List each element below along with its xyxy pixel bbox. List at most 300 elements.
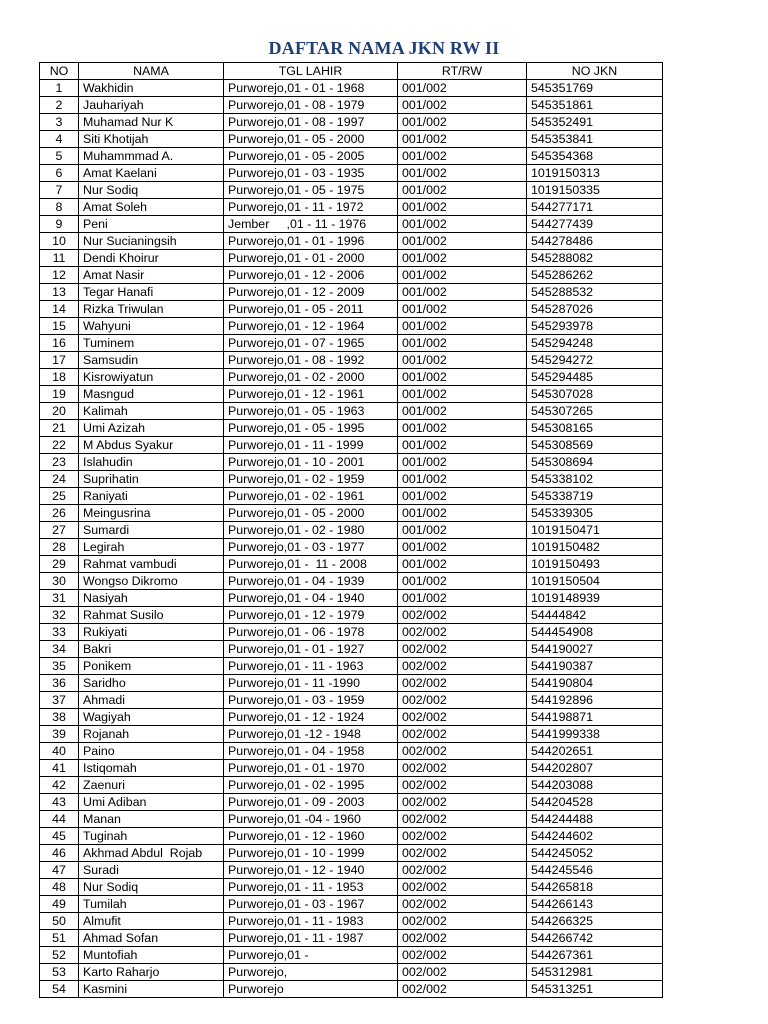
cell-no-jkn: 544266325	[527, 913, 663, 930]
cell-tgl-lahir: Purworejo,01 - 12 - 1940	[224, 862, 398, 879]
cell-tgl-lahir: Purworejo,01 - 12 - 2006	[224, 267, 398, 284]
cell-tgl-lahir: Purworejo,01 - 03 - 1977	[224, 539, 398, 556]
cell-tgl-lahir: Purworejo,01 -04 - 1960	[224, 811, 398, 828]
cell-rt-rw: 001/002	[398, 369, 527, 386]
cell-tgl-lahir: Purworejo,01 - 11 - 2008	[224, 556, 398, 573]
cell-rt-rw: 002/002	[398, 981, 527, 998]
table-row	[40, 828, 663, 845]
cell-rt-rw: 001/002	[398, 403, 527, 420]
cell-no: 5	[40, 148, 79, 165]
cell-tgl-lahir: Purworejo,01 - 02 - 1980	[224, 522, 398, 539]
cell-tgl-lahir: Purworejo,01 - 02 - 1995	[224, 777, 398, 794]
cell-rt-rw: 001/002	[398, 471, 527, 488]
cell-rt-rw: 002/002	[398, 624, 527, 641]
cell-no-jkn: 544266143	[527, 896, 663, 913]
cell-rt-rw: 002/002	[398, 760, 527, 777]
cell-no: 32	[40, 607, 79, 624]
cell-no: 16	[40, 335, 79, 352]
cell-no: 26	[40, 505, 79, 522]
cell-rt-rw: 002/002	[398, 743, 527, 760]
table-row	[40, 675, 663, 692]
cell-nama: Kisrowiyatun	[79, 369, 224, 386]
table-row	[40, 760, 663, 777]
cell-rt-rw: 002/002	[398, 896, 527, 913]
cell-rt-rw: 002/002	[398, 845, 527, 862]
cell-rt-rw: 001/002	[398, 488, 527, 505]
header-tgl-lahir: TGL LAHIR	[224, 63, 398, 80]
cell-nama: Muntofiah	[79, 947, 224, 964]
table-row	[40, 964, 663, 981]
cell-no: 51	[40, 930, 79, 947]
cell-nama: Muhammmad A.	[79, 148, 224, 165]
cell-nama: Saridho	[79, 675, 224, 692]
cell-no: 33	[40, 624, 79, 641]
cell-tgl-lahir: Purworejo,01 - 11 - 1999	[224, 437, 398, 454]
cell-no-jkn: 544198871	[527, 709, 663, 726]
table-row	[40, 658, 663, 675]
cell-tgl-lahir: Purworejo,01 - 12 - 1961	[224, 386, 398, 403]
cell-no: 20	[40, 403, 79, 420]
cell-no: 2	[40, 97, 79, 114]
cell-no: 25	[40, 488, 79, 505]
cell-tgl-lahir: Purworejo,01 - 11 - 1953	[224, 879, 398, 896]
cell-no-jkn: 544192896	[527, 692, 663, 709]
cell-tgl-lahir: Purworejo,01 - 12 - 1979	[224, 607, 398, 624]
cell-nama: Raniyati	[79, 488, 224, 505]
cell-no: 8	[40, 199, 79, 216]
cell-no: 12	[40, 267, 79, 284]
cell-rt-rw: 001/002	[398, 131, 527, 148]
cell-nama: Amat Kaelani	[79, 165, 224, 182]
cell-rt-rw: 001/002	[398, 318, 527, 335]
table-row	[40, 692, 663, 709]
cell-tgl-lahir: Purworejo,01 - 04 - 1958	[224, 743, 398, 760]
cell-rt-rw: 002/002	[398, 658, 527, 675]
cell-no-jkn: 1019150493	[527, 556, 663, 573]
cell-tgl-lahir: Purworejo,01 -	[224, 947, 398, 964]
cell-rt-rw: 001/002	[398, 114, 527, 131]
cell-nama: Rojanah	[79, 726, 224, 743]
table-row	[40, 97, 663, 114]
cell-no-jkn: 544277171	[527, 199, 663, 216]
table-row	[40, 743, 663, 760]
cell-rt-rw: 001/002	[398, 182, 527, 199]
cell-no-jkn: 544266742	[527, 930, 663, 947]
table-row	[40, 777, 663, 794]
table-row	[40, 250, 663, 267]
cell-nama: Tuminem	[79, 335, 224, 352]
cell-tgl-lahir: Purworejo,01 - 01 - 2000	[224, 250, 398, 267]
table-row	[40, 199, 663, 216]
cell-no-jkn: 544265818	[527, 879, 663, 896]
cell-no: 9	[40, 216, 79, 233]
cell-no-jkn: 545338102	[527, 471, 663, 488]
cell-no-jkn: 545339305	[527, 505, 663, 522]
cell-tgl-lahir: Purworejo,01 - 08 - 1979	[224, 97, 398, 114]
cell-rt-rw: 002/002	[398, 930, 527, 947]
cell-no-jkn: 545312981	[527, 964, 663, 981]
cell-nama: Kalimah	[79, 403, 224, 420]
cell-no: 44	[40, 811, 79, 828]
cell-rt-rw: 001/002	[398, 437, 527, 454]
cell-no: 18	[40, 369, 79, 386]
cell-no: 13	[40, 284, 79, 301]
cell-nama: Masngud	[79, 386, 224, 403]
cell-no-jkn: 545308165	[527, 420, 663, 437]
cell-no: 53	[40, 964, 79, 981]
cell-rt-rw: 002/002	[398, 862, 527, 879]
cell-rt-rw: 001/002	[398, 505, 527, 522]
cell-no-jkn: 545313251	[527, 981, 663, 998]
table-row	[40, 386, 663, 403]
cell-no: 39	[40, 726, 79, 743]
cell-nama: Suprihatin	[79, 471, 224, 488]
table-body	[40, 80, 663, 998]
cell-tgl-lahir: Purworejo,01 - 03 - 1967	[224, 896, 398, 913]
table-row	[40, 284, 663, 301]
cell-no: 38	[40, 709, 79, 726]
cell-no-jkn: 1019150482	[527, 539, 663, 556]
cell-no: 17	[40, 352, 79, 369]
cell-nama: Nur Sodiq	[79, 182, 224, 199]
table-row	[40, 709, 663, 726]
cell-nama: Muhamad Nur K	[79, 114, 224, 131]
cell-tgl-lahir: Purworejo,01 - 05 - 2005	[224, 148, 398, 165]
cell-no-jkn: 544204528	[527, 794, 663, 811]
cell-rt-rw: 002/002	[398, 777, 527, 794]
cell-rt-rw: 002/002	[398, 709, 527, 726]
cell-nama: Ahmadi	[79, 692, 224, 709]
cell-nama: Tuginah	[79, 828, 224, 845]
table-row	[40, 845, 663, 862]
cell-no-jkn: 545287026	[527, 301, 663, 318]
cell-no-jkn: 545338719	[527, 488, 663, 505]
table-row	[40, 947, 663, 964]
table-row	[40, 352, 663, 369]
cell-tgl-lahir: Purworejo,01 - 11 - 1987	[224, 930, 398, 947]
cell-no: 49	[40, 896, 79, 913]
cell-tgl-lahir: Purworejo,01 - 07 - 1965	[224, 335, 398, 352]
cell-rt-rw: 001/002	[398, 522, 527, 539]
header-rt-rw: RT/RW	[398, 63, 527, 80]
cell-rt-rw: 001/002	[398, 386, 527, 403]
cell-no-jkn: 544244602	[527, 828, 663, 845]
cell-no: 52	[40, 947, 79, 964]
cell-no: 41	[40, 760, 79, 777]
cell-tgl-lahir: Purworejo,01 - 03 - 1935	[224, 165, 398, 182]
cell-nama: Nur Sodiq	[79, 879, 224, 896]
cell-rt-rw: 001/002	[398, 454, 527, 471]
cell-rt-rw: 002/002	[398, 692, 527, 709]
table-row	[40, 437, 663, 454]
cell-tgl-lahir: Purworejo,01 - 10 - 2001	[224, 454, 398, 471]
table-row	[40, 624, 663, 641]
cell-no-jkn: 545351769	[527, 80, 663, 97]
table-row	[40, 403, 663, 420]
cell-no-jkn: 1019148939	[527, 590, 663, 607]
table-row	[40, 301, 663, 318]
cell-nama: Akhmad Abdul Rojab	[79, 845, 224, 862]
table-row	[40, 488, 663, 505]
cell-no: 40	[40, 743, 79, 760]
table-header-row	[40, 63, 663, 80]
cell-no: 54	[40, 981, 79, 998]
table-row	[40, 114, 663, 131]
cell-nama: Samsudin	[79, 352, 224, 369]
cell-no: 29	[40, 556, 79, 573]
table-row	[40, 641, 663, 658]
cell-no: 14	[40, 301, 79, 318]
cell-rt-rw: 001/002	[398, 539, 527, 556]
cell-tgl-lahir: Purworejo,01 - 05 - 2000	[224, 505, 398, 522]
cell-no-jkn: 5441999338	[527, 726, 663, 743]
cell-nama: Tumilah	[79, 896, 224, 913]
cell-tgl-lahir: Purworejo,01 - 05 - 1963	[224, 403, 398, 420]
cell-no-jkn: 544277439	[527, 216, 663, 233]
table-row	[40, 862, 663, 879]
cell-no: 34	[40, 641, 79, 658]
cell-rt-rw: 002/002	[398, 947, 527, 964]
cell-rt-rw: 001/002	[398, 165, 527, 182]
cell-rt-rw: 002/002	[398, 607, 527, 624]
cell-rt-rw: 001/002	[398, 80, 527, 97]
cell-no-jkn: 545308694	[527, 454, 663, 471]
cell-rt-rw: 001/002	[398, 573, 527, 590]
cell-nama: Bakri	[79, 641, 224, 658]
cell-tgl-lahir: Purworejo,01 - 11 -1990	[224, 675, 398, 692]
cell-tgl-lahir: Purworejo	[224, 981, 398, 998]
cell-nama: Istiqomah	[79, 760, 224, 777]
cell-rt-rw: 002/002	[398, 641, 527, 658]
cell-nama: Kasmini	[79, 981, 224, 998]
cell-rt-rw: 001/002	[398, 352, 527, 369]
cell-nama: Islahudin	[79, 454, 224, 471]
cell-no: 4	[40, 131, 79, 148]
cell-no-jkn: 544267361	[527, 947, 663, 964]
cell-no-jkn: 544454908	[527, 624, 663, 641]
cell-no-jkn: 545288082	[527, 250, 663, 267]
cell-no-jkn: 545294248	[527, 335, 663, 352]
cell-no-jkn: 545294272	[527, 352, 663, 369]
cell-tgl-lahir: Purworejo,01 - 04 - 1939	[224, 573, 398, 590]
cell-no: 19	[40, 386, 79, 403]
cell-no-jkn: 544190027	[527, 641, 663, 658]
cell-nama: Wakhidin	[79, 80, 224, 97]
cell-tgl-lahir: Purworejo,01 - 11 - 1972	[224, 199, 398, 216]
cell-tgl-lahir: Purworejo,01 - 12 - 2009	[224, 284, 398, 301]
cell-nama: Rahmat Susilo	[79, 607, 224, 624]
cell-rt-rw: 001/002	[398, 590, 527, 607]
cell-rt-rw: 001/002	[398, 216, 527, 233]
cell-tgl-lahir: Purworejo,01 - 01 - 1996	[224, 233, 398, 250]
cell-no-jkn: 545307265	[527, 403, 663, 420]
cell-nama: Suradi	[79, 862, 224, 879]
table-row	[40, 794, 663, 811]
cell-no-jkn: 545352491	[527, 114, 663, 131]
cell-nama: M Abdus Syakur	[79, 437, 224, 454]
cell-nama: Umi Adiban	[79, 794, 224, 811]
cell-tgl-lahir: Purworejo,01 - 08 - 1997	[224, 114, 398, 131]
cell-rt-rw: 001/002	[398, 250, 527, 267]
cell-tgl-lahir: Purworejo,01 - 05 - 2011	[224, 301, 398, 318]
cell-no-jkn: 544190387	[527, 658, 663, 675]
cell-no-jkn: 544245546	[527, 862, 663, 879]
cell-no: 43	[40, 794, 79, 811]
cell-no-jkn: 544278486	[527, 233, 663, 250]
cell-tgl-lahir: Purworejo,01 - 11 - 1983	[224, 913, 398, 930]
cell-nama: Paino	[79, 743, 224, 760]
cell-tgl-lahir: Purworejo,01 - 09 - 2003	[224, 794, 398, 811]
cell-no-jkn: 545293978	[527, 318, 663, 335]
table-row	[40, 556, 663, 573]
cell-nama: Jauhariyah	[79, 97, 224, 114]
cell-rt-rw: 002/002	[398, 879, 527, 896]
table-row	[40, 318, 663, 335]
table-row	[40, 590, 663, 607]
cell-no-jkn: 544202651	[527, 743, 663, 760]
cell-no: 10	[40, 233, 79, 250]
cell-nama: Zaenuri	[79, 777, 224, 794]
table-row	[40, 913, 663, 930]
cell-nama: Rahmat vambudi	[79, 556, 224, 573]
cell-nama: Siti Khotijah	[79, 131, 224, 148]
cell-no-jkn: 1019150471	[527, 522, 663, 539]
table-row	[40, 165, 663, 182]
cell-tgl-lahir: Purworejo,01 - 06 - 1978	[224, 624, 398, 641]
table-row	[40, 607, 663, 624]
cell-no: 28	[40, 539, 79, 556]
cell-rt-rw: 001/002	[398, 284, 527, 301]
cell-no-jkn: 54444842	[527, 607, 663, 624]
cell-no: 50	[40, 913, 79, 930]
cell-rt-rw: 001/002	[398, 335, 527, 352]
cell-nama: Dendi Khoirur	[79, 250, 224, 267]
cell-nama: Sumardi	[79, 522, 224, 539]
cell-no-jkn: 545288532	[527, 284, 663, 301]
cell-nama: Amat Soleh	[79, 199, 224, 216]
table-row	[40, 216, 663, 233]
cell-tgl-lahir: Purworejo,01 - 08 - 1992	[224, 352, 398, 369]
cell-rt-rw: 002/002	[398, 811, 527, 828]
cell-rt-rw: 002/002	[398, 726, 527, 743]
cell-no-jkn: 545354368	[527, 148, 663, 165]
cell-tgl-lahir: Purworejo,01 - 05 - 2000	[224, 131, 398, 148]
cell-rt-rw: 002/002	[398, 794, 527, 811]
cell-tgl-lahir: Purworejo,01 - 02 - 2000	[224, 369, 398, 386]
cell-no-jkn: 545294485	[527, 369, 663, 386]
cell-tgl-lahir: Purworejo,01 - 01 - 1970	[224, 760, 398, 777]
jkn-member-table	[39, 62, 663, 998]
cell-no-jkn: 545353841	[527, 131, 663, 148]
cell-no-jkn: 1019150504	[527, 573, 663, 590]
table-row	[40, 471, 663, 488]
cell-no-jkn: 544202807	[527, 760, 663, 777]
cell-tgl-lahir: Purworejo,01 - 01 - 1927	[224, 641, 398, 658]
cell-no: 24	[40, 471, 79, 488]
cell-no: 1	[40, 80, 79, 97]
cell-rt-rw: 002/002	[398, 675, 527, 692]
cell-no: 37	[40, 692, 79, 709]
cell-nama: Amat Nasir	[79, 267, 224, 284]
cell-nama: Wahyuni	[79, 318, 224, 335]
cell-no: 30	[40, 573, 79, 590]
cell-no-jkn: 545351861	[527, 97, 663, 114]
cell-no: 42	[40, 777, 79, 794]
table-row	[40, 131, 663, 148]
cell-no: 6	[40, 165, 79, 182]
cell-tgl-lahir: Purworejo,01 - 12 - 1964	[224, 318, 398, 335]
cell-tgl-lahir: Purworejo,01 - 12 - 1924	[224, 709, 398, 726]
table-row	[40, 522, 663, 539]
cell-rt-rw: 002/002	[398, 964, 527, 981]
cell-nama: Umi Azizah	[79, 420, 224, 437]
cell-nama: Rizka Triwulan	[79, 301, 224, 318]
cell-nama: Almufit	[79, 913, 224, 930]
cell-tgl-lahir: Purworejo,01 - 01 - 1968	[224, 80, 398, 97]
cell-no-jkn: 1019150313	[527, 165, 663, 182]
table-row	[40, 148, 663, 165]
cell-rt-rw: 001/002	[398, 233, 527, 250]
cell-nama: Ahmad Sofan	[79, 930, 224, 947]
table-row	[40, 335, 663, 352]
cell-rt-rw: 001/002	[398, 148, 527, 165]
cell-no: 21	[40, 420, 79, 437]
cell-nama: Wagiyah	[79, 709, 224, 726]
cell-nama: Meingusrina	[79, 505, 224, 522]
table-row	[40, 539, 663, 556]
table-row	[40, 573, 663, 590]
table-row	[40, 981, 663, 998]
cell-nama: Manan	[79, 811, 224, 828]
cell-no: 46	[40, 845, 79, 862]
document-title: DAFTAR NAMA JKN RW II	[268, 38, 500, 58]
cell-no: 15	[40, 318, 79, 335]
table-row	[40, 505, 663, 522]
cell-nama: Peni	[79, 216, 224, 233]
cell-nama: Karto Raharjo	[79, 964, 224, 981]
table-row	[40, 80, 663, 97]
cell-no: 3	[40, 114, 79, 131]
cell-nama: Wongso Dikromo	[79, 573, 224, 590]
cell-tgl-lahir: Purworejo,01 - 05 - 1975	[224, 182, 398, 199]
cell-no-jkn: 545308569	[527, 437, 663, 454]
cell-no: 35	[40, 658, 79, 675]
cell-no: 11	[40, 250, 79, 267]
cell-no-jkn: 544245052	[527, 845, 663, 862]
header-nama: NAMA	[79, 63, 224, 80]
cell-nama: Nur Sucianingsih	[79, 233, 224, 250]
table-row	[40, 879, 663, 896]
cell-rt-rw: 001/002	[398, 199, 527, 216]
cell-tgl-lahir: Purworejo,01 - 03 - 1959	[224, 692, 398, 709]
cell-no: 27	[40, 522, 79, 539]
table-row	[40, 726, 663, 743]
cell-no-jkn: 1019150335	[527, 182, 663, 199]
cell-nama: Legirah	[79, 539, 224, 556]
cell-tgl-lahir: Jember ,01 - 11 - 1976	[224, 216, 398, 233]
cell-rt-rw: 001/002	[398, 267, 527, 284]
cell-tgl-lahir: Purworejo,01 - 11 - 1963	[224, 658, 398, 675]
cell-no-jkn: 544203088	[527, 777, 663, 794]
cell-no-jkn: 545286262	[527, 267, 663, 284]
cell-no: 36	[40, 675, 79, 692]
cell-nama: Rukiyati	[79, 624, 224, 641]
cell-nama: Ponikem	[79, 658, 224, 675]
table-row	[40, 454, 663, 471]
cell-no: 48	[40, 879, 79, 896]
header-no-jkn: NO JKN	[527, 63, 663, 80]
table-row	[40, 420, 663, 437]
